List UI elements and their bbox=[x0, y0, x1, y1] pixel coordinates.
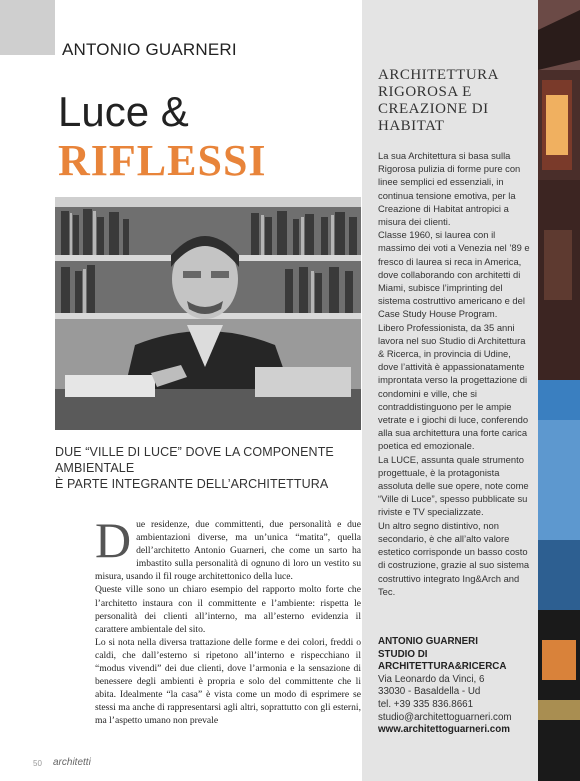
sidebar-paragraph: Libero Professionista, da 35 anni lavora nel suo Studio di Architettura & Ricerca, in provincia di Udine, dove l’attività è appassionatamente improntata verso la progettazione di condomini e ville, che si contraddistinguono per le ampie vetrate e i giochi di luce, conferendo alla sua architettura una forte carica poetica ed emozionale. bbox=[378, 321, 529, 452]
contact-address: Via Leonardo da Vinci, 6 bbox=[378, 673, 485, 685]
caption-line-2: È PARTE INTEGRANTE DELL’ARCHITETTURA bbox=[55, 477, 329, 491]
contact-studio-line-1: STUDIO DI bbox=[378, 648, 428, 660]
page-number: 50 bbox=[33, 759, 42, 768]
contact-website[interactable]: www.architettoguarneri.com bbox=[378, 724, 510, 736]
sidebar-title-line: RIGOROSA E bbox=[378, 84, 472, 100]
article-paragraph: Queste ville sono un chiaro esempio del rapporto molto forte che l’architetto instaura con il committente e l’ambiente: rispetta le personalità dei clienti all’interno, ma all’esterno evidenzia il carattere ambientale del sito. bbox=[95, 584, 361, 635]
sidebar-paragraph: Classe 1960, si laurea con il massimo dei voti a Venezia nel ’89 e fresco di laurea si reca in America, dove collaborando con architetti di Miami, subisce l’imprinting del sistema costruttivo americano e del Case Study House Program. bbox=[378, 229, 530, 320]
sidebar-paragraph: Un altro segno distintivo, non secondario, è che all’alto valore estetico corrisponde un basso costo di costruzione, grazie al suo sistema costruttivo integrato Ing&Arch and Tec. bbox=[378, 519, 530, 597]
villa-photo-strip bbox=[538, 0, 580, 781]
caption-line-1: DUE “VILLE DI LUCE” DOVE LA COMPONENTE AMBIENTALE bbox=[55, 445, 334, 475]
sidebar-title-line: CREAZIONE DI bbox=[378, 101, 489, 117]
author-heading: ANTONIO GUARNERI bbox=[62, 40, 237, 59]
sidebar-paragraph: La LUCE, assunta quale strumento progettuale, è la protagonista assoluta delle sue opere, note come “Ville di Luce”, spesso pubblicate su riviste e TV specializzate. bbox=[378, 453, 529, 518]
corner-block bbox=[0, 0, 55, 55]
photo-caption bbox=[55, 444, 361, 492]
sidebar-title-line: ARCHITETTURA bbox=[378, 67, 499, 83]
article-body bbox=[95, 512, 361, 728]
contact-studio-line-2: ARCHITETTURA&RICERCA bbox=[378, 661, 507, 673]
contact-city: 33030 - Basaldella - Ud bbox=[378, 686, 481, 698]
article-paragraph: Lo si nota nella diversa trattazione delle forme e dei colori, freddi o caldi, che dall’esterno si ripetono all’interno e rispecchiano il “modus vivendi” dei due clienti, dove l’armonia e la sensazione di benessere degli ambienti è propria e solo del committente che li abita. Idealmente “la casa” è vista come un modo di esprimere se stessi ma anche di rappresentarsi agli altri, soprattutto con gli esterni, ma l’aspetto umano non prevale bbox=[95, 636, 361, 727]
contact-email[interactable]: studio@architettoguarneri.com bbox=[378, 711, 512, 723]
contact-phone: tel. +39 335 836.8661 bbox=[378, 698, 474, 710]
sidebar-paragraph: La sua Architettura si basa sulla Rigorosa pulizia di forme pure con linee semplici ed essenziali, in continua tensione emotiva, per la Creazione di Habitat antropici a misura dei clienti. bbox=[378, 150, 521, 228]
article-paragraph: ue residenze, due committenti, due personalità e due ambientazioni diverse, ma un’unica “matita”, quella dell’architetto Antonio Guarneri, che come un sarto ha imbastito sulla personalità di ognuno di loro un vestito su misura, usando il fil rouge architettonico della luce. bbox=[95, 519, 361, 583]
sidebar-title bbox=[378, 67, 528, 135]
portrait-photo bbox=[55, 197, 361, 430]
contact-name: ANTONIO GUARNERI bbox=[378, 636, 478, 647]
title-line-1: Luce & bbox=[58, 88, 189, 135]
sidebar-text bbox=[378, 149, 530, 598]
magazine-name: architetti bbox=[53, 757, 91, 768]
sidebar-title-line: HABITAT bbox=[378, 118, 445, 134]
contact-block bbox=[378, 636, 536, 737]
title-line-2: RIFLESSI bbox=[58, 136, 267, 185]
drop-cap: D bbox=[95, 512, 132, 568]
